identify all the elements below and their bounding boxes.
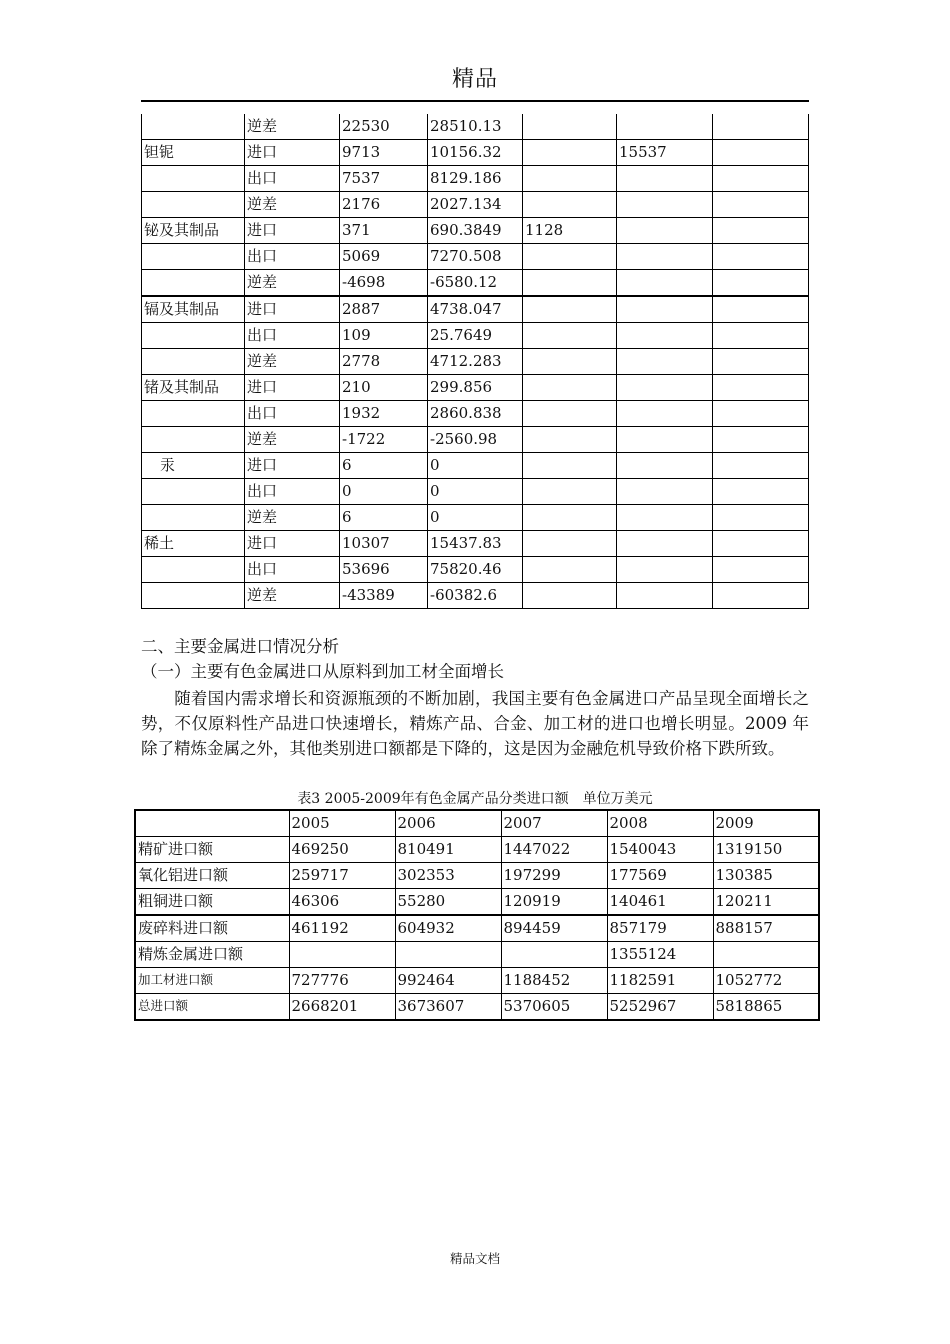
table-cell (501, 942, 607, 968)
table-cell (617, 166, 713, 192)
table-cell (135, 810, 289, 837)
table-row (135, 942, 819, 968)
table-cell (142, 323, 245, 349)
table-cell (713, 505, 809, 531)
table-cell (713, 270, 809, 297)
table-row (135, 915, 819, 942)
page-footer: 精品文档 (449, 1251, 500, 1266)
table-cell: 5370605 (501, 994, 607, 1021)
table-cell: 177569 (607, 863, 713, 889)
table-cell: 28510.13 (428, 114, 523, 140)
table-cell (617, 401, 713, 427)
table-cell (523, 583, 617, 609)
table-cell (142, 557, 245, 583)
table-cell: 0 (428, 479, 523, 505)
table-cell: 10307 (340, 531, 428, 557)
table-row (142, 218, 809, 244)
table-cell: 0 (428, 453, 523, 479)
table-cell (142, 244, 245, 270)
table-cell (523, 140, 617, 166)
table-cell (617, 505, 713, 531)
table-cell (713, 192, 809, 218)
table-cell: 镉及其制品 (142, 296, 245, 323)
table-cell: 粗铜进口额 (135, 889, 289, 916)
table-cell: 废碎料进口额 (135, 915, 289, 942)
table-cell: 1182591 (607, 968, 713, 994)
table-cell (617, 375, 713, 401)
table-cell (713, 427, 809, 453)
table-cell: 604932 (395, 915, 501, 942)
table-row (142, 349, 809, 375)
table-cell (523, 531, 617, 557)
table-cell (523, 166, 617, 192)
table-cell (713, 557, 809, 583)
table-cell: -43389 (340, 583, 428, 609)
table-cell (617, 531, 713, 557)
table-cell (523, 349, 617, 375)
table-cell: 1540043 (607, 837, 713, 863)
table-cell: 出口 (245, 401, 340, 427)
section-subheading: （一）主要有色金属进口从原料到加工材全面增长 (141, 662, 504, 681)
table-cell: 2176 (340, 192, 428, 218)
table-row (135, 889, 819, 916)
table-cell: -60382.6 (428, 583, 523, 609)
table-cell: -2560.98 (428, 427, 523, 453)
table-cell: 371 (340, 218, 428, 244)
table-cell: 259717 (289, 863, 395, 889)
table-cell (713, 114, 809, 140)
table-row (142, 401, 809, 427)
table-cell (142, 583, 245, 609)
table-cell: 4738.047 (428, 296, 523, 323)
table-cell: 197299 (501, 863, 607, 889)
table-cell: 4712.283 (428, 349, 523, 375)
table-cell (523, 401, 617, 427)
table-cell (713, 401, 809, 427)
table-cell (617, 479, 713, 505)
table-cell (395, 942, 501, 968)
table-cell: 逆差 (245, 427, 340, 453)
table-cell: 75820.46 (428, 557, 523, 583)
table-row (142, 583, 809, 609)
table-cell: 15437.83 (428, 531, 523, 557)
table-cell (617, 453, 713, 479)
table-cell (523, 323, 617, 349)
table-cell: 22530 (340, 114, 428, 140)
table-row (142, 427, 809, 453)
table-cell (617, 323, 713, 349)
table-cell: 2006 (395, 810, 501, 837)
header-rule (141, 100, 809, 102)
table-row (142, 140, 809, 166)
table-cell: 810491 (395, 837, 501, 863)
table-cell (523, 296, 617, 323)
table-cell: 出口 (245, 244, 340, 270)
table-cell: 出口 (245, 166, 340, 192)
table-cell: 出口 (245, 557, 340, 583)
table-cell: 进口 (245, 218, 340, 244)
table-cell: 1319150 (713, 837, 819, 863)
table-cell: 2860.838 (428, 401, 523, 427)
table-cell: 2007 (501, 810, 607, 837)
table-cell: 逆差 (245, 270, 340, 297)
metal-trade-table (141, 114, 809, 609)
table-cell (617, 296, 713, 323)
table-cell: 逆差 (245, 114, 340, 140)
table-row (142, 505, 809, 531)
table-cell: 2008 (607, 810, 713, 837)
table-cell: 727776 (289, 968, 395, 994)
table-cell: 1052772 (713, 968, 819, 994)
table-cell: 15537 (617, 140, 713, 166)
table-cell: 7537 (340, 166, 428, 192)
table-cell (713, 218, 809, 244)
page-header-title: 精品 (451, 67, 498, 92)
table-cell: 120919 (501, 889, 607, 916)
table-header-row (135, 810, 819, 837)
table-cell (617, 270, 713, 297)
table-cell (713, 583, 809, 609)
table-cell: 2887 (340, 296, 428, 323)
table-cell (713, 166, 809, 192)
table-cell (142, 114, 245, 140)
table-cell: 3673607 (395, 994, 501, 1021)
table-cell: 总进口额 (135, 994, 289, 1021)
table-cell: 2027.134 (428, 192, 523, 218)
table-cell (713, 942, 819, 968)
table-cell (142, 166, 245, 192)
table-cell: 1447022 (501, 837, 607, 863)
table-cell: 894459 (501, 915, 607, 942)
table-cell (142, 401, 245, 427)
table-cell (713, 296, 809, 323)
table3-caption: 表3 2005-2009年有色金属产品分类进口额 单位万美元 (297, 791, 653, 807)
table-cell (617, 244, 713, 270)
table-cell: 进口 (245, 296, 340, 323)
table-cell: 稀土 (142, 531, 245, 557)
table-cell: 锗及其制品 (142, 375, 245, 401)
table-cell: 10156.32 (428, 140, 523, 166)
table-cell: 5252967 (607, 994, 713, 1021)
table-row (142, 375, 809, 401)
table-cell: 8129.186 (428, 166, 523, 192)
table-cell (617, 218, 713, 244)
table-cell (713, 375, 809, 401)
table-cell (142, 349, 245, 375)
table-cell: 进口 (245, 140, 340, 166)
table-cell: 进口 (245, 453, 340, 479)
table-cell: 5069 (340, 244, 428, 270)
section-heading: 二、主要金属进口情况分析 (141, 637, 339, 656)
table-row (142, 166, 809, 192)
table-cell: 2005 (289, 810, 395, 837)
table-cell: 铋及其制品 (142, 218, 245, 244)
table-cell: 氧化铝进口额 (135, 863, 289, 889)
table-row (135, 994, 819, 1021)
table-row (142, 270, 809, 297)
table-cell (523, 114, 617, 140)
table-cell: 出口 (245, 323, 340, 349)
table-cell (142, 270, 245, 297)
table-cell (713, 244, 809, 270)
table-row (142, 244, 809, 270)
table-cell: 0 (340, 479, 428, 505)
table-row (142, 479, 809, 505)
table-cell: 140461 (607, 889, 713, 916)
table-row (142, 192, 809, 218)
table-cell (289, 942, 395, 968)
table-cell (523, 427, 617, 453)
table-cell (142, 505, 245, 531)
table-cell: 25.7649 (428, 323, 523, 349)
table-cell (617, 427, 713, 453)
table-row (142, 557, 809, 583)
table-cell: 2009 (713, 810, 819, 837)
table-cell: 302353 (395, 863, 501, 889)
table-cell: 857179 (607, 915, 713, 942)
table-row (135, 968, 819, 994)
section-paragraph (141, 686, 809, 761)
table-cell: 精炼金属进口额 (135, 942, 289, 968)
table-cell: 469250 (289, 837, 395, 863)
table-cell: 逆差 (245, 192, 340, 218)
table-cell: 1188452 (501, 968, 607, 994)
table-cell (713, 140, 809, 166)
table-cell: 120211 (713, 889, 819, 916)
table-cell: 6 (340, 505, 428, 531)
table-cell: 2778 (340, 349, 428, 375)
table-cell: -6580.12 (428, 270, 523, 297)
table-cell: 0 (428, 505, 523, 531)
table-cell: 7270.508 (428, 244, 523, 270)
table-cell: 出口 (245, 479, 340, 505)
table-cell (713, 349, 809, 375)
table-cell: 9713 (340, 140, 428, 166)
table-cell: 逆差 (245, 583, 340, 609)
table-cell: 1128 (523, 218, 617, 244)
table-cell: 992464 (395, 968, 501, 994)
table-cell: 逆差 (245, 505, 340, 531)
import-by-category-table (134, 809, 820, 1021)
table-cell (142, 427, 245, 453)
table-cell: 汞 (142, 453, 245, 479)
table-cell (617, 192, 713, 218)
table-cell: 1355124 (607, 942, 713, 968)
table-cell (617, 583, 713, 609)
table-cell: -1722 (340, 427, 428, 453)
table-cell: 逆差 (245, 349, 340, 375)
table-cell: 888157 (713, 915, 819, 942)
table-row (142, 323, 809, 349)
table-cell (523, 453, 617, 479)
table-row (142, 296, 809, 323)
table-cell: 6 (340, 453, 428, 479)
table-cell: 55280 (395, 889, 501, 916)
table-cell: 加工材进口额 (135, 968, 289, 994)
table-cell (713, 531, 809, 557)
table-cell (617, 557, 713, 583)
table-row (142, 114, 809, 140)
table-cell: 进口 (245, 375, 340, 401)
table-cell (523, 192, 617, 218)
table-cell: 5818865 (713, 994, 819, 1021)
table-row (142, 531, 809, 557)
paragraph-text: 随着国内需求增长和资源瓶颈的不断加剧，我国主要有色金属进口产品呈现全面增长之势，不仅原料性产品进口快速增长，精炼产品、合金、加工材的进口也增长明显。2009 年除了精炼金属之外，其他类别进口额都是下降的，这是因为金融危机导致价格下跌所致。 (141, 689, 809, 758)
table-cell: 2668201 (289, 994, 395, 1021)
table-cell (713, 479, 809, 505)
table-cell: 1932 (340, 401, 428, 427)
table-cell: 46306 (289, 889, 395, 916)
table-cell (142, 479, 245, 505)
table-cell: 130385 (713, 863, 819, 889)
table-cell: 461192 (289, 915, 395, 942)
table-row (142, 453, 809, 479)
table-cell: 690.3849 (428, 218, 523, 244)
table-cell: 53696 (340, 557, 428, 583)
table-cell: 210 (340, 375, 428, 401)
table-cell: 精矿进口额 (135, 837, 289, 863)
table-cell: -4698 (340, 270, 428, 297)
table-cell (523, 557, 617, 583)
table-cell (713, 453, 809, 479)
table-cell (523, 270, 617, 297)
table-cell (617, 349, 713, 375)
table-cell: 钽铌 (142, 140, 245, 166)
table-row (135, 837, 819, 863)
table-cell (617, 114, 713, 140)
table-cell: 109 (340, 323, 428, 349)
table-cell (523, 505, 617, 531)
table-cell (142, 192, 245, 218)
table-row (135, 863, 819, 889)
table-cell (523, 479, 617, 505)
table-cell: 进口 (245, 531, 340, 557)
table-cell (523, 375, 617, 401)
table-cell (523, 244, 617, 270)
table-cell (713, 323, 809, 349)
table-cell: 299.856 (428, 375, 523, 401)
